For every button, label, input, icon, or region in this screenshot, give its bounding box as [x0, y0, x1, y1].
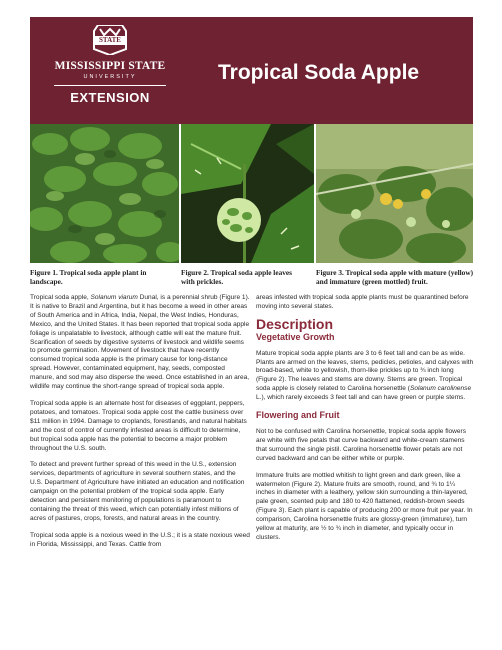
logo-state-label: STATE — [93, 36, 127, 45]
prevention-paragraph: To detect and prevent further spread of this weed in the U.S., extension services, departments of agriculture in several southern states, and the U.S. Department of Agriculture have initiated an education and notification campaign on the potential problem of the tropical soda apple. Early detection and persistent monitoring of populations is paramount to containing the threat of this weed, which can potentially infest millions of acres of pastures, crops, forests, and natural areas in the country. — [30, 461, 245, 522]
quarantine-paragraph: areas infested with tropical soda apple plants must be quarantined before moving into several states. — [256, 294, 469, 310]
host-paragraph: Tropical soda apple is an alternate host for diseases of eggplant, peppers, potatoes, and tomatoes. Tropical soda apple cost the cattle business over $11 million in 1994. Damage to croplands, forestlands, and natural habitats and the cost of control of currently infested areas is difficult to determine, but tropical soda apple has the potential to become a major problem throughout the U.S. south. — [30, 399, 247, 452]
figure-3-photo — [316, 124, 473, 263]
flowering-heading: Flowering and Fruit — [256, 410, 340, 421]
flower-paragraph: Not to be confused with Carolina horsenettle, tropical soda apple flowers are white with five petals that curve backward and white-cream stamens that surround the single pistil. Carolina horsenettle flower petals are not curved backward and can be either white or purple. — [256, 427, 466, 462]
vegetative-paragraph — [256, 350, 474, 403]
logo-extension: EXTENSION — [70, 90, 150, 105]
figure-1-photo — [30, 124, 179, 263]
header-banner — [30, 17, 473, 124]
logo-divider — [54, 85, 166, 86]
logo-university-name: MISSISSIPPI STATE — [54, 60, 166, 72]
right-column — [256, 294, 474, 551]
veg-text-cont: L.), which rarely exceeds 3 feet tall and can have green or purple stems. — [256, 394, 466, 402]
intro-text-cont: Dunal, is a perennial shrub (Figure 1). It is native to Brazil and Argentina, but it has become a weed in other areas of South America and in Africa, India, Nepal, the West Indies, Honduras, Mexico, and the United States. It has been reported that tropical soda apple foliage is unpalatable to livestock, although cattle will eat the mature fruit. Scarification of seeds by digestive systems of livestock and wildlife seems to promote germination. Movement of livestock that have recently consumed tropical soda apple is the primary cause for long-distance spread. However, contaminated equipment, hay, seeds, composted manure, and sod may also disperse the weed. Once established in an area, wildlife may continue the short-range spread of tropical soda apple. — [30, 294, 250, 391]
page-title: Tropical Soda Apple — [218, 61, 420, 84]
veg-text: Mature tropical soda apple plants are 3 to 6 feet tall and can be as wide. Plants are armed on the leaves, stems, pedicles, petioles, and calyxes with broad-based, white to yellowish, thorn-like prickles up to ¾ inch long (Figure 2). The leaves and stems are downy. Stems are green. Tropical soda apple is closely related to Carolina horsenettle ( — [256, 349, 474, 393]
figure-2-photo — [181, 124, 314, 263]
intro-text: Tropical soda apple, — [30, 294, 91, 301]
figure-3-caption: Figure 3. Tropical soda apple with mature (yellow) and immature (green mottled) fruit. — [316, 268, 474, 286]
veg-species-name: Solanum carolinense — [409, 385, 472, 393]
msu-extension-logo — [50, 23, 170, 115]
intro-paragraph — [30, 294, 250, 392]
figure-2-caption: Figure 2. Tropical soda apple leaves with prickles. — [181, 268, 292, 286]
vegetative-growth-heading: Vegetative Growth — [256, 331, 335, 342]
fruit-paragraph: Immature fruits are mottled whitish to light green and dark green, like a watermelon (Figure 2). Mature fruits are smooth, round, and ¾ to 1¼ inches in diameter with a leathery, yellow skin surrounding a thin-layered, pale green, scented pulp and 180 to 420 flattened, reddish-brown seeds (Figure 3). Each plant is capable of producing 200 or more fruit per year. In comparison, Carolina horsenettle fruits are glossy-green (immature), turn yellow at maturity, are ½ to ¾ inch in diameter, and typically occur in clusters. — [256, 471, 473, 541]
logo-university-word: UNIVERSITY — [83, 74, 137, 80]
noxious-paragraph: Tropical soda apple is a noxious weed in the U.S.; it is a state noxious weed in Florida, Mississippi, and Texas. Cattle from — [30, 531, 250, 548]
figure-1-caption: Figure 1. Tropical soda apple plant in landscape. — [30, 268, 147, 286]
species-name: Solanum viarum — [90, 294, 138, 301]
left-column — [30, 294, 250, 558]
description-heading: Description — [256, 315, 334, 332]
